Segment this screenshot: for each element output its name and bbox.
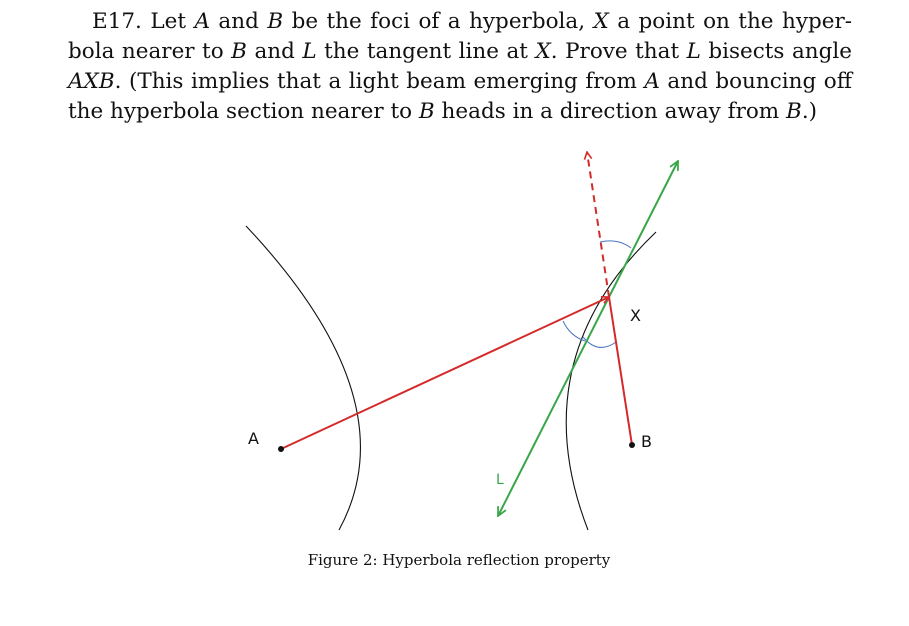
math-variable: B [231, 39, 247, 64]
math-variable: B [418, 99, 435, 124]
text-segment: .) [801, 99, 818, 124]
text-segment: and [209, 9, 268, 34]
segment-x-b [609, 297, 632, 445]
text-segment: be the foci of a hyperbola, [283, 9, 594, 34]
figure-caption: Figure 2: Hyperbola reflection property [307, 551, 611, 569]
math-variable: A [644, 69, 660, 94]
math-variable: L [686, 39, 701, 64]
tangent-line-l-lower [498, 297, 609, 516]
problem-number: E17. [92, 9, 142, 34]
text-segment: and [246, 39, 303, 64]
hyperbola-right-branch [566, 232, 656, 530]
focus-b-point [629, 442, 635, 448]
text-segment: Let [141, 9, 195, 34]
text-segment: . Prove that [550, 39, 687, 64]
text-segment: bisects angle [700, 39, 852, 64]
label-b: B [641, 432, 652, 451]
math-variable: AXB [68, 69, 115, 94]
math-variable: B [267, 9, 284, 34]
math-variable: L [302, 39, 317, 64]
text-segment: a point on the hyper-bola nearer to [68, 9, 852, 64]
angle-arc-upper [600, 241, 631, 248]
label-l: L [496, 472, 504, 488]
text-segment: and bouncing off the hyperbola section nearer to [68, 69, 852, 124]
focus-a-point [278, 446, 284, 452]
text-segment: heads in a direction away from [434, 99, 787, 124]
text-segment: . (This implies that a light beam emerging from [114, 69, 645, 94]
label-x: X [630, 306, 641, 325]
hyperbola-left-branch [246, 226, 360, 530]
text-segment: the tangent line at [316, 39, 536, 64]
label-a: A [248, 429, 259, 448]
math-variable: A [194, 9, 210, 34]
math-variable: B [786, 99, 802, 124]
math-variable: X [535, 39, 551, 64]
tangent-line-l [609, 161, 678, 297]
reflected-ray [587, 152, 609, 297]
math-variable: X [593, 9, 609, 34]
ray-from-a [281, 297, 609, 449]
